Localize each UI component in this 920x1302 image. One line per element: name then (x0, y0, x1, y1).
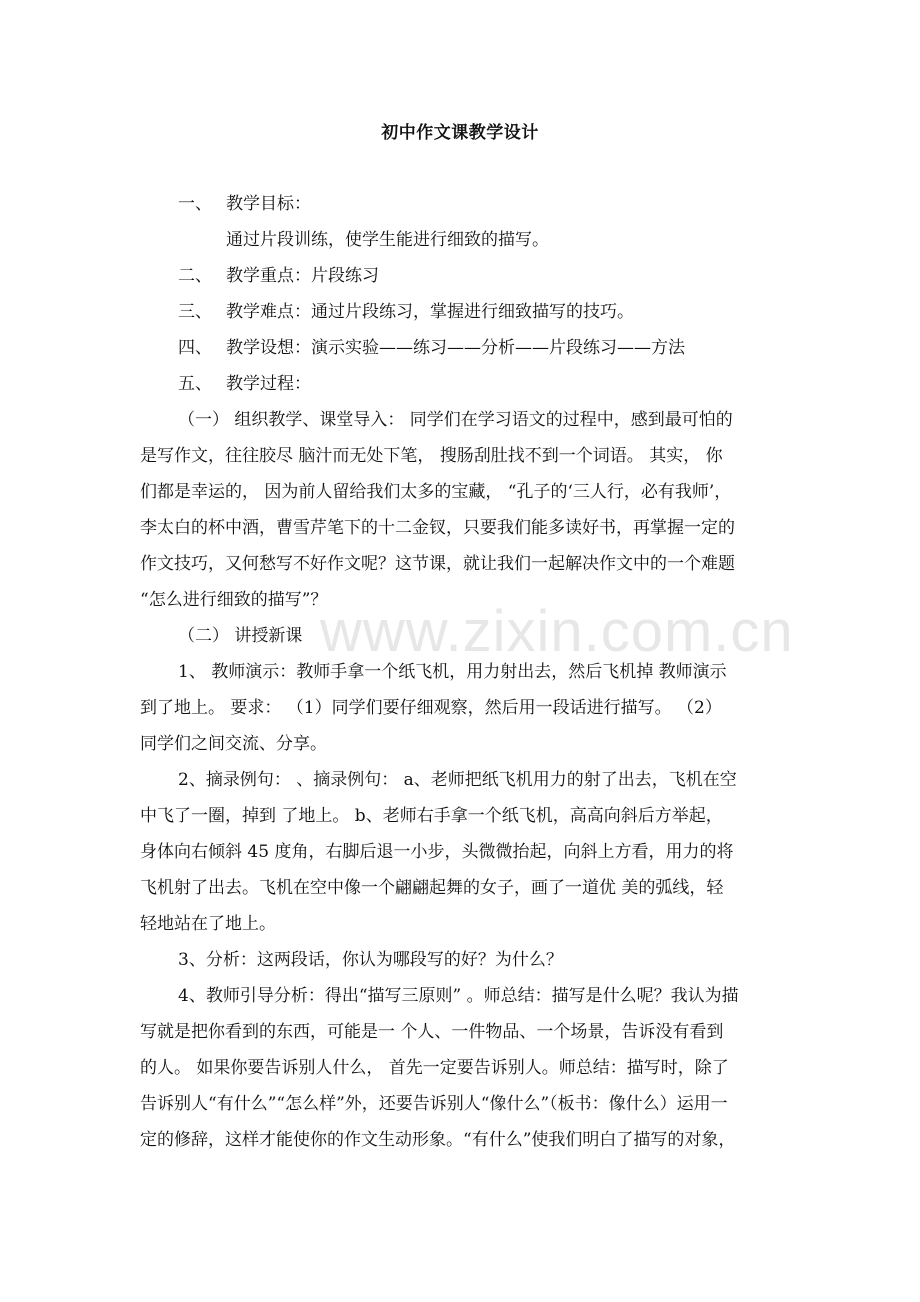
section-5-text: 教学过程： (226, 374, 311, 394)
section-3-text: 教学难点：通过片段练习，掌握进行细致描写的技巧。 (226, 302, 634, 322)
section-3-number: 三、 (178, 302, 212, 322)
intro-paragraph-line: 李太白的杯中酒，曹雪芹笔下的十二金钗，只要我们能多读好书，再掌握一定的 (140, 518, 735, 538)
example-paragraph-line: 2、摘录例句： 、摘录例句： a、老师把纸飞机用力的射了出去，飞机在空 (178, 770, 737, 790)
intro-paragraph-line: 是写作文，往往胶尽 脑汁而无处下笔， 搜肠刮肚找不到一个词语。 其实， 你 (140, 446, 723, 466)
demo-paragraph-line: 同学们之间交流、分享。 (140, 734, 327, 754)
guidance-paragraph-line: 4、教师引导分析：得出“描写三原则” 。师总结：描写是什么呢？我认为描 (178, 986, 739, 1006)
intro-paragraph-line: 作文技巧，又何愁写不好作文呢？这节课，就让我们一起解决作文中的一个难题 (140, 554, 735, 574)
demo-paragraph-line: 到了地上。 要求： （1）同学们要仔细观察，然后用一段话进行描写。 （2） (140, 698, 722, 718)
section-2-number: 二、 (178, 266, 212, 286)
section-5-number: 五、 (178, 374, 212, 394)
document-title: 初中作文课教学设计 (381, 123, 539, 143)
section-4-heading (178, 336, 823, 360)
example-paragraph-line: 轻地站在了地上。 (140, 914, 276, 934)
section-4-text: 教学设想：演示实验——练习——分析——片段练习——方法 (226, 338, 685, 358)
example-paragraph-line: 中飞了一圈，掉到 了地上。 b、老师右手拿一个纸飞机，高高向斜后方举起， (140, 806, 723, 826)
guidance-paragraph-line: 的人。 如果你要告诉别人什么， 首先一定要告诉别人。师总结：描写时，除了 (140, 1058, 729, 1078)
guidance-paragraph-line: 写就是把你看到的东西，可能是一 个人、一件物品、一个场景，告诉没有看到 (140, 1022, 724, 1042)
analysis-paragraph-line: 3、分析：这两段话，你认为哪段写的好？为什么？ (178, 950, 563, 970)
section-1-label: 教学目标： (226, 194, 311, 214)
watermark: www.zixin.com.cn (320, 599, 794, 664)
section-1-number: 一、 (178, 194, 212, 214)
section-1-heading (178, 192, 823, 216)
section-3-heading (178, 300, 823, 324)
guidance-paragraph-line: 告诉别人“有什么”“怎么样”外，还要告诉别人“像什么”（板书：像什么）运用一 (140, 1094, 728, 1114)
demo-paragraph-line: 1、 教师演示：教师手拿一个纸飞机，用力射出去，然后飞机掉 教师演示 (178, 662, 727, 682)
subheading-new-lesson: （二） 讲授新课 (178, 626, 303, 646)
guidance-paragraph-line: 定的修辞，这样才能使你的作文生动形象。“有什么”使我们明白了描写的对象， (140, 1130, 736, 1150)
intro-paragraph-line: “怎么进行细致的描写”？ (140, 590, 328, 610)
section-4-number: 四、 (178, 338, 212, 358)
section-2-text: 教学重点：片段练习 (226, 266, 379, 286)
section-2-heading (178, 264, 823, 288)
section-1-body: 通过片段训练，使学生能进行细致的描写。 (226, 230, 549, 250)
example-paragraph-line: 身体向右倾斜 45 度角，右脚后退一小步，头微微抬起，向斜上方看，用力的将 (140, 842, 734, 862)
example-paragraph-line: 飞机射了出去。飞机在空中像一个翩翩起舞的女子，画了一道优 美的弧线，轻 (140, 878, 724, 898)
intro-paragraph-line: 们都是幸运的， 因为前人留给我们太多的宝藏， “孔子的‘三人行，必有我师’， (140, 482, 732, 502)
intro-paragraph-line: （一） 组织教学、课堂导入： 同学们在学习语文的过程中，感到最可怕的 (178, 410, 733, 430)
section-5-heading (178, 372, 823, 396)
